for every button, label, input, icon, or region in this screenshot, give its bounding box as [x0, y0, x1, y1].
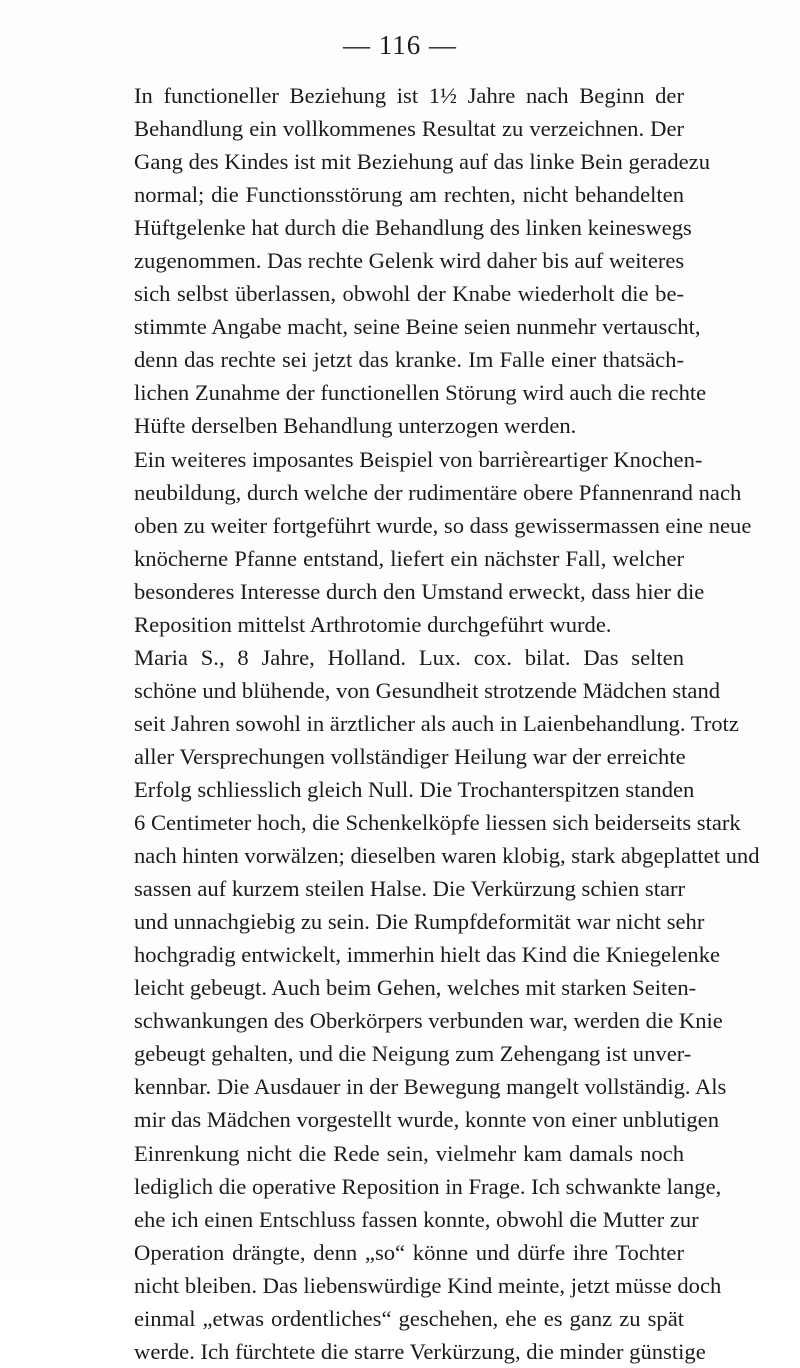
paragraph-1: [111, 79, 710, 443]
text-line: Hüftgelenke hat durch die Behandlung des linken keineswegs: [134, 215, 692, 241]
text-line: hochgradig entwickelt, immerhin hielt das Kind die Kniegelenke: [134, 942, 721, 968]
text-line: zugenommen. Das rechte Gelenk wird daher bis auf weiteres: [134, 248, 685, 274]
text-line: knöcherne Pfanne entstand, liefert ein nächster Fall, welcher: [134, 545, 684, 571]
text-line: ehe ich einen Entschluss fassen konnte, obwohl die Mutter zur: [134, 1206, 699, 1232]
text-line: seit Jahren sowohl in ärztlicher als auch in Laienbehandlung. Trotz: [134, 710, 739, 736]
paragraph-2: [111, 443, 752, 641]
text-line: leicht gebeugt. Auch beim Gehen, welches mit starken Seiten-: [134, 975, 697, 1001]
text-line: stimmte Angabe macht, seine Beine seien nunmehr vertauscht,: [134, 314, 701, 340]
text-line: und unnachgiebig zu sein. Die Rumpfdeformität war nicht sehr: [134, 909, 705, 935]
text-line: Maria S., 8 Jahre, Holland. Lux. cox. bilat. Das selten: [134, 644, 684, 670]
text-line: schöne und blühende, von Gesundheit strotzende Mädchen stand: [134, 677, 721, 703]
text-line: nach hinten vorwälzen; dieselben waren klobig, stark abgeplattet und: [134, 843, 760, 869]
text-line: Ein weiteres imposantes Beispiel von barrièreartiger Knochen-: [134, 446, 703, 472]
text-line: Operation drängte, denn „so“ könne und dürfe ihre Tochter: [134, 1239, 684, 1265]
text-line: Erfolg schliesslich gleich Null. Die Trochanterspitzen standen: [134, 776, 695, 802]
text-line: kennbar. Die Ausdauer in der Bewegung mangelt vollständig. Als: [134, 1074, 727, 1100]
text-line: mir das Mädchen vorgestellt wurde, konnte von einer unblutigen: [134, 1107, 719, 1133]
text-line: nicht bleiben. Das liebenswürdige Kind meinte, jetzt müsse doch: [134, 1272, 722, 1298]
text-line: normal; die Functionsstörung am rechten, nicht behandelten: [134, 182, 684, 208]
text-line: Reposition mittelst Arthrotomie durchgeführt wurde.: [134, 611, 612, 637]
text-line: Einrenkung nicht die Rede sein, vielmehr kam damals noch: [134, 1140, 684, 1166]
text-line: besonderes Interesse durch den Umstand erweckt, dass hier die: [134, 578, 705, 604]
text-line: lediglich die operative Reposition in Frage. Ich schwankte lange,: [134, 1173, 722, 1199]
text-line: oben zu weiter fortgeführt wurde, so dass gewissermassen eine neue: [134, 512, 752, 538]
text-line: denn das rechte sei jetzt das kranke. Im Falle einer thatsäch-: [134, 347, 684, 373]
paragraph-3: [111, 641, 760, 1368]
text-line: Hüfte derselben Behandlung unterzogen werden.: [134, 413, 577, 439]
text-line: werde. Ich fürchtete die starre Verkürzung, die minder günstige: [134, 1338, 706, 1364]
text-line: lichen Zunahme der functionellen Störung wird auch die rechte: [134, 380, 707, 406]
text-line: schwankungen des Oberkörpers verbunden war, werden die Knie: [134, 1008, 723, 1034]
text-line: gebeugt gehalten, und die Neigung zum Zehengang ist unver-: [134, 1041, 692, 1067]
text-line: einmal „etwas ordentliches“ geschehen, ehe es ganz zu spät: [134, 1305, 684, 1331]
text-line: In functioneller Beziehung ist 1½ Jahre nach Beginn der: [134, 83, 684, 108]
text-line: aller Versprechungen vollständiger Heilung war der erreichte: [134, 743, 686, 769]
text-line: Behandlung ein vollkommenes Resultat zu verzeichnen. Der: [134, 116, 684, 142]
body-text: [111, 79, 760, 1368]
text-line: neubildung, durch welche der rudimentäre obere Pfannenrand nach: [134, 479, 742, 505]
page-number: — 116 —: [343, 30, 457, 60]
text-line: sich selbst überlassen, obwohl der Knabe wiederholt die be-: [134, 281, 684, 307]
text-line: sassen auf kurzem steilen Halse. Die Verkürzung schien starr: [134, 876, 686, 902]
text-line: 6 Centimeter hoch, die Schenkelköpfe liessen sich beiderseits stark: [134, 810, 741, 836]
text-line: Gang des Kindes ist mit Beziehung auf das linke Bein geradezu: [134, 149, 710, 175]
